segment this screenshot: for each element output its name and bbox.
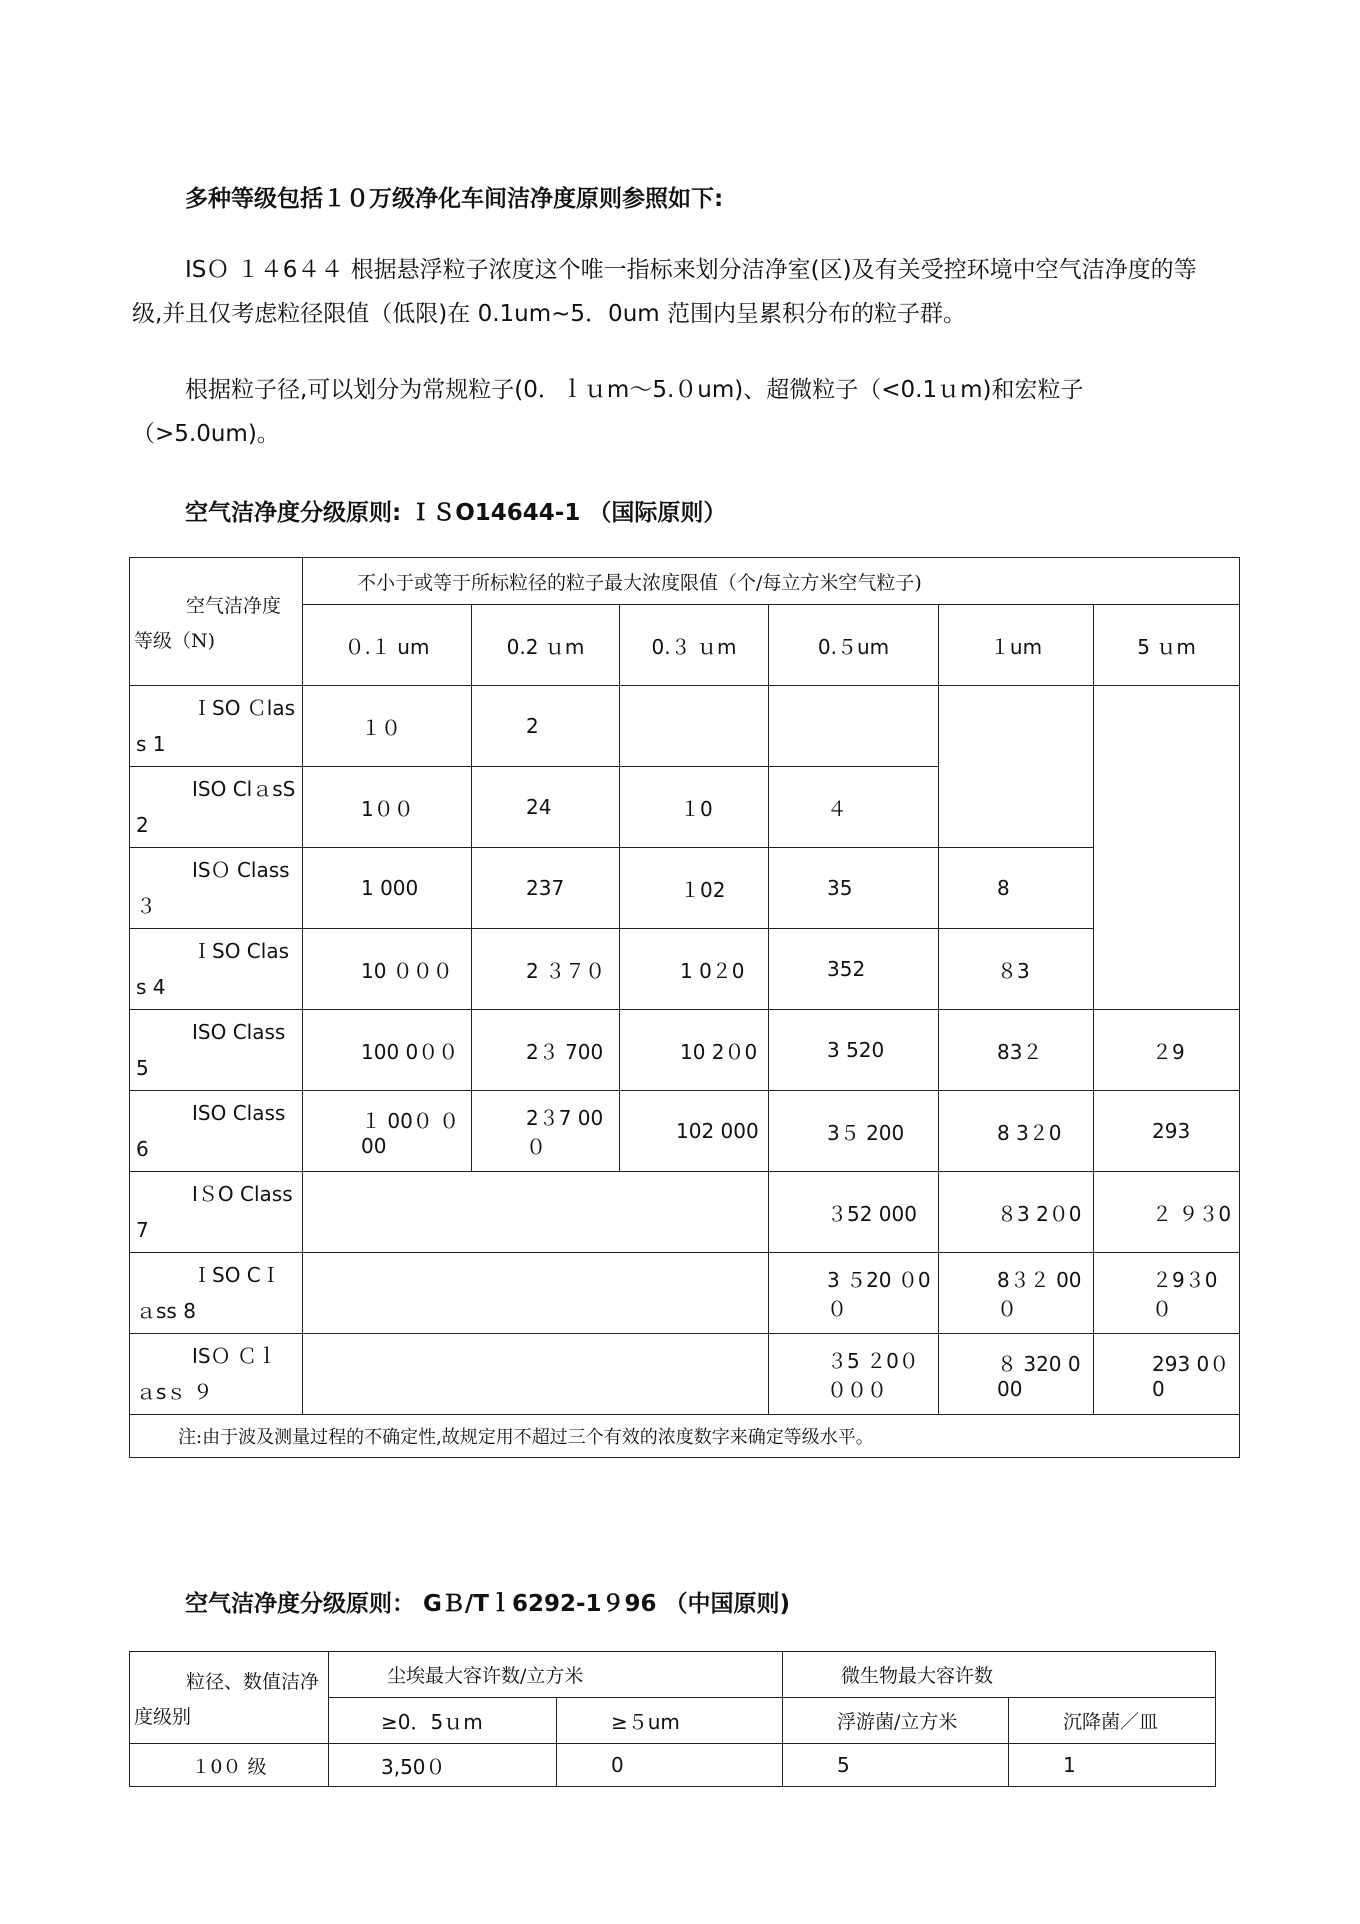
class-label: ＩSO Class 4	[130, 929, 303, 1010]
sub-header: ≥0．5ｕm	[329, 1698, 557, 1744]
iso-table-note: 注:由于波及测量过程的不确定性,故规定用不超过三个有效的浓度数字来确定等级水平。	[130, 1415, 1240, 1458]
value-cell	[769, 686, 939, 767]
empty-merged-cell	[303, 1334, 769, 1415]
value-cell: 1	[1009, 1744, 1216, 1787]
intro-para1-line1: ISＯ １４6４４ 根据悬浮粒子浓度这个唯一指标来划分洁净室(区)及有关受控环境中空气洁净度的等	[185, 257, 1197, 283]
value-cell: 237	[472, 848, 620, 929]
iso-corner-line2: 等级（N)	[134, 629, 216, 652]
value-cell: 293 0０0	[1094, 1334, 1240, 1415]
table-row	[130, 1091, 1240, 1172]
class-label: IＳO Class 7	[130, 1172, 303, 1253]
empty-merged-cell	[303, 1253, 769, 1334]
value-cell: ３52 000	[769, 1172, 939, 1253]
size-header: 0.2 ｕm	[472, 605, 620, 686]
value-cell: １ 00０ ０00	[303, 1091, 472, 1172]
table-row	[130, 1253, 1240, 1334]
size-header: １um	[939, 605, 1094, 686]
value-cell: 5	[783, 1744, 1009, 1787]
grade-label: １0０ 级	[130, 1744, 329, 1787]
gb-classification-table	[129, 1651, 1216, 1787]
empty-merged-cell	[939, 686, 1094, 848]
dust-header: 尘埃最大容许数/立方米	[329, 1652, 783, 1698]
value-cell: 100 0００	[303, 1010, 472, 1091]
value-cell: 0	[557, 1744, 783, 1787]
sub-header: 沉降菌／皿	[1009, 1698, 1216, 1744]
value-cell: 3,50０	[329, 1744, 557, 1787]
value-cell: ８3 2０0	[939, 1172, 1094, 1253]
value-cell: １02	[620, 848, 769, 929]
gb-table-heading: 空气洁净度分级原则： GＢ/Tｌ6292-1９96 （中国原则)	[185, 1591, 791, 1617]
value-cell: 1 000	[303, 848, 472, 929]
value-cell: 2３7 00０	[472, 1091, 620, 1172]
value-cell: ２9	[1094, 1010, 1240, 1091]
iso-classification-table	[129, 557, 1240, 1458]
table-row	[130, 1334, 1240, 1415]
sub-header: 浮游菌/立方米	[783, 1698, 1009, 1744]
value-cell: ８ 320 000	[939, 1334, 1094, 1415]
value-cell: 2３ 700	[472, 1010, 620, 1091]
class-label: ISＯ Ｃｌａsｓ ９	[130, 1334, 303, 1415]
size-header: 5 ｕm	[1094, 605, 1240, 686]
iso-corner-header	[130, 558, 303, 686]
value-cell: 2	[472, 686, 620, 767]
size-header: 0.５um	[769, 605, 939, 686]
sub-header: ≥５um	[557, 1698, 783, 1744]
table-row	[130, 1744, 1216, 1787]
value-cell: １0	[620, 767, 769, 848]
iso-span-header: 不小于或等于所标粒径的粒子最大浓度限值（个/每立方米空气粒子)	[303, 558, 1240, 605]
gb-corner-header	[130, 1652, 329, 1744]
class-label: ISＯ Class ３	[130, 848, 303, 929]
class-label: ＩSO CＩａss 8	[130, 1253, 303, 1334]
class-label: ＩSO Ｃlass 1	[130, 686, 303, 767]
gb-corner-line1: 粒径、数值洁净	[186, 1670, 320, 1693]
empty-merged-cell	[303, 1172, 769, 1253]
value-cell: 2 ３７０	[472, 929, 620, 1010]
class-label: ISO Class 5	[130, 1010, 303, 1091]
value-cell: 10 2０0	[620, 1010, 769, 1091]
microbe-header: 微生物最大容许数	[783, 1652, 1216, 1698]
value-cell: 8 3２0	[939, 1091, 1094, 1172]
value-cell: 1 0２0	[620, 929, 769, 1010]
intro-heading: 多种等级包括１０万级净化车间洁净度原则参照如下:	[185, 186, 724, 212]
table-row	[130, 848, 1240, 929]
value-cell	[620, 686, 769, 767]
intro-para1-line2: 级,并且仅考虑粒径限值（低限)在 0.1um~5．0um 范围内呈累积分布的粒子群。	[132, 301, 966, 327]
iso-corner-line1: 空气洁净度	[186, 594, 282, 617]
class-label: ISO ClａsS 2	[130, 767, 303, 848]
value-cell: ２ ９３0	[1094, 1172, 1240, 1253]
value-cell: 8３２ 00０	[939, 1253, 1094, 1334]
value-cell: １０	[303, 686, 472, 767]
table-row	[130, 686, 1240, 767]
value-cell: 352	[769, 929, 939, 1010]
value-cell: ４	[769, 767, 939, 848]
gb-corner-line2: 度级别	[134, 1705, 192, 1728]
table-row	[130, 1010, 1240, 1091]
value-cell: 3 ５20 ０0０	[769, 1253, 939, 1334]
value-cell: 1００	[303, 767, 472, 848]
value-cell: 8	[939, 848, 1094, 929]
value-cell: ８3	[939, 929, 1094, 1010]
value-cell: 35	[769, 848, 939, 929]
table-row	[130, 929, 1240, 1010]
table-row	[130, 1172, 1240, 1253]
value-cell: ３5 ２0０ ０００	[769, 1334, 939, 1415]
value-cell: 3 520	[769, 1010, 939, 1091]
value-cell: 293	[1094, 1091, 1240, 1172]
value-cell: 10 ０００	[303, 929, 472, 1010]
size-header: 0.３ ｕm	[620, 605, 769, 686]
intro-para2-line2: （>5.0um)。	[132, 421, 280, 447]
value-cell: 83２	[939, 1010, 1094, 1091]
intro-para2-line1: 根据粒子径,可以划分为常规粒子(0．ｌｕm～5.０um)、超微粒子（<0.1ｕm)和宏粒子	[185, 377, 1084, 403]
class-label: ISO Class 6	[130, 1091, 303, 1172]
size-header: ０.１ um	[303, 605, 472, 686]
value-cell: ２9３0０	[1094, 1253, 1240, 1334]
empty-merged-cell	[1094, 686, 1240, 1010]
value-cell: 102 000	[620, 1091, 769, 1172]
iso-table-heading: 空气洁净度分级原则: ＩＳO14644-1 （国际原则）	[185, 500, 727, 526]
value-cell: 24	[472, 767, 620, 848]
value-cell: 3５ 200	[769, 1091, 939, 1172]
